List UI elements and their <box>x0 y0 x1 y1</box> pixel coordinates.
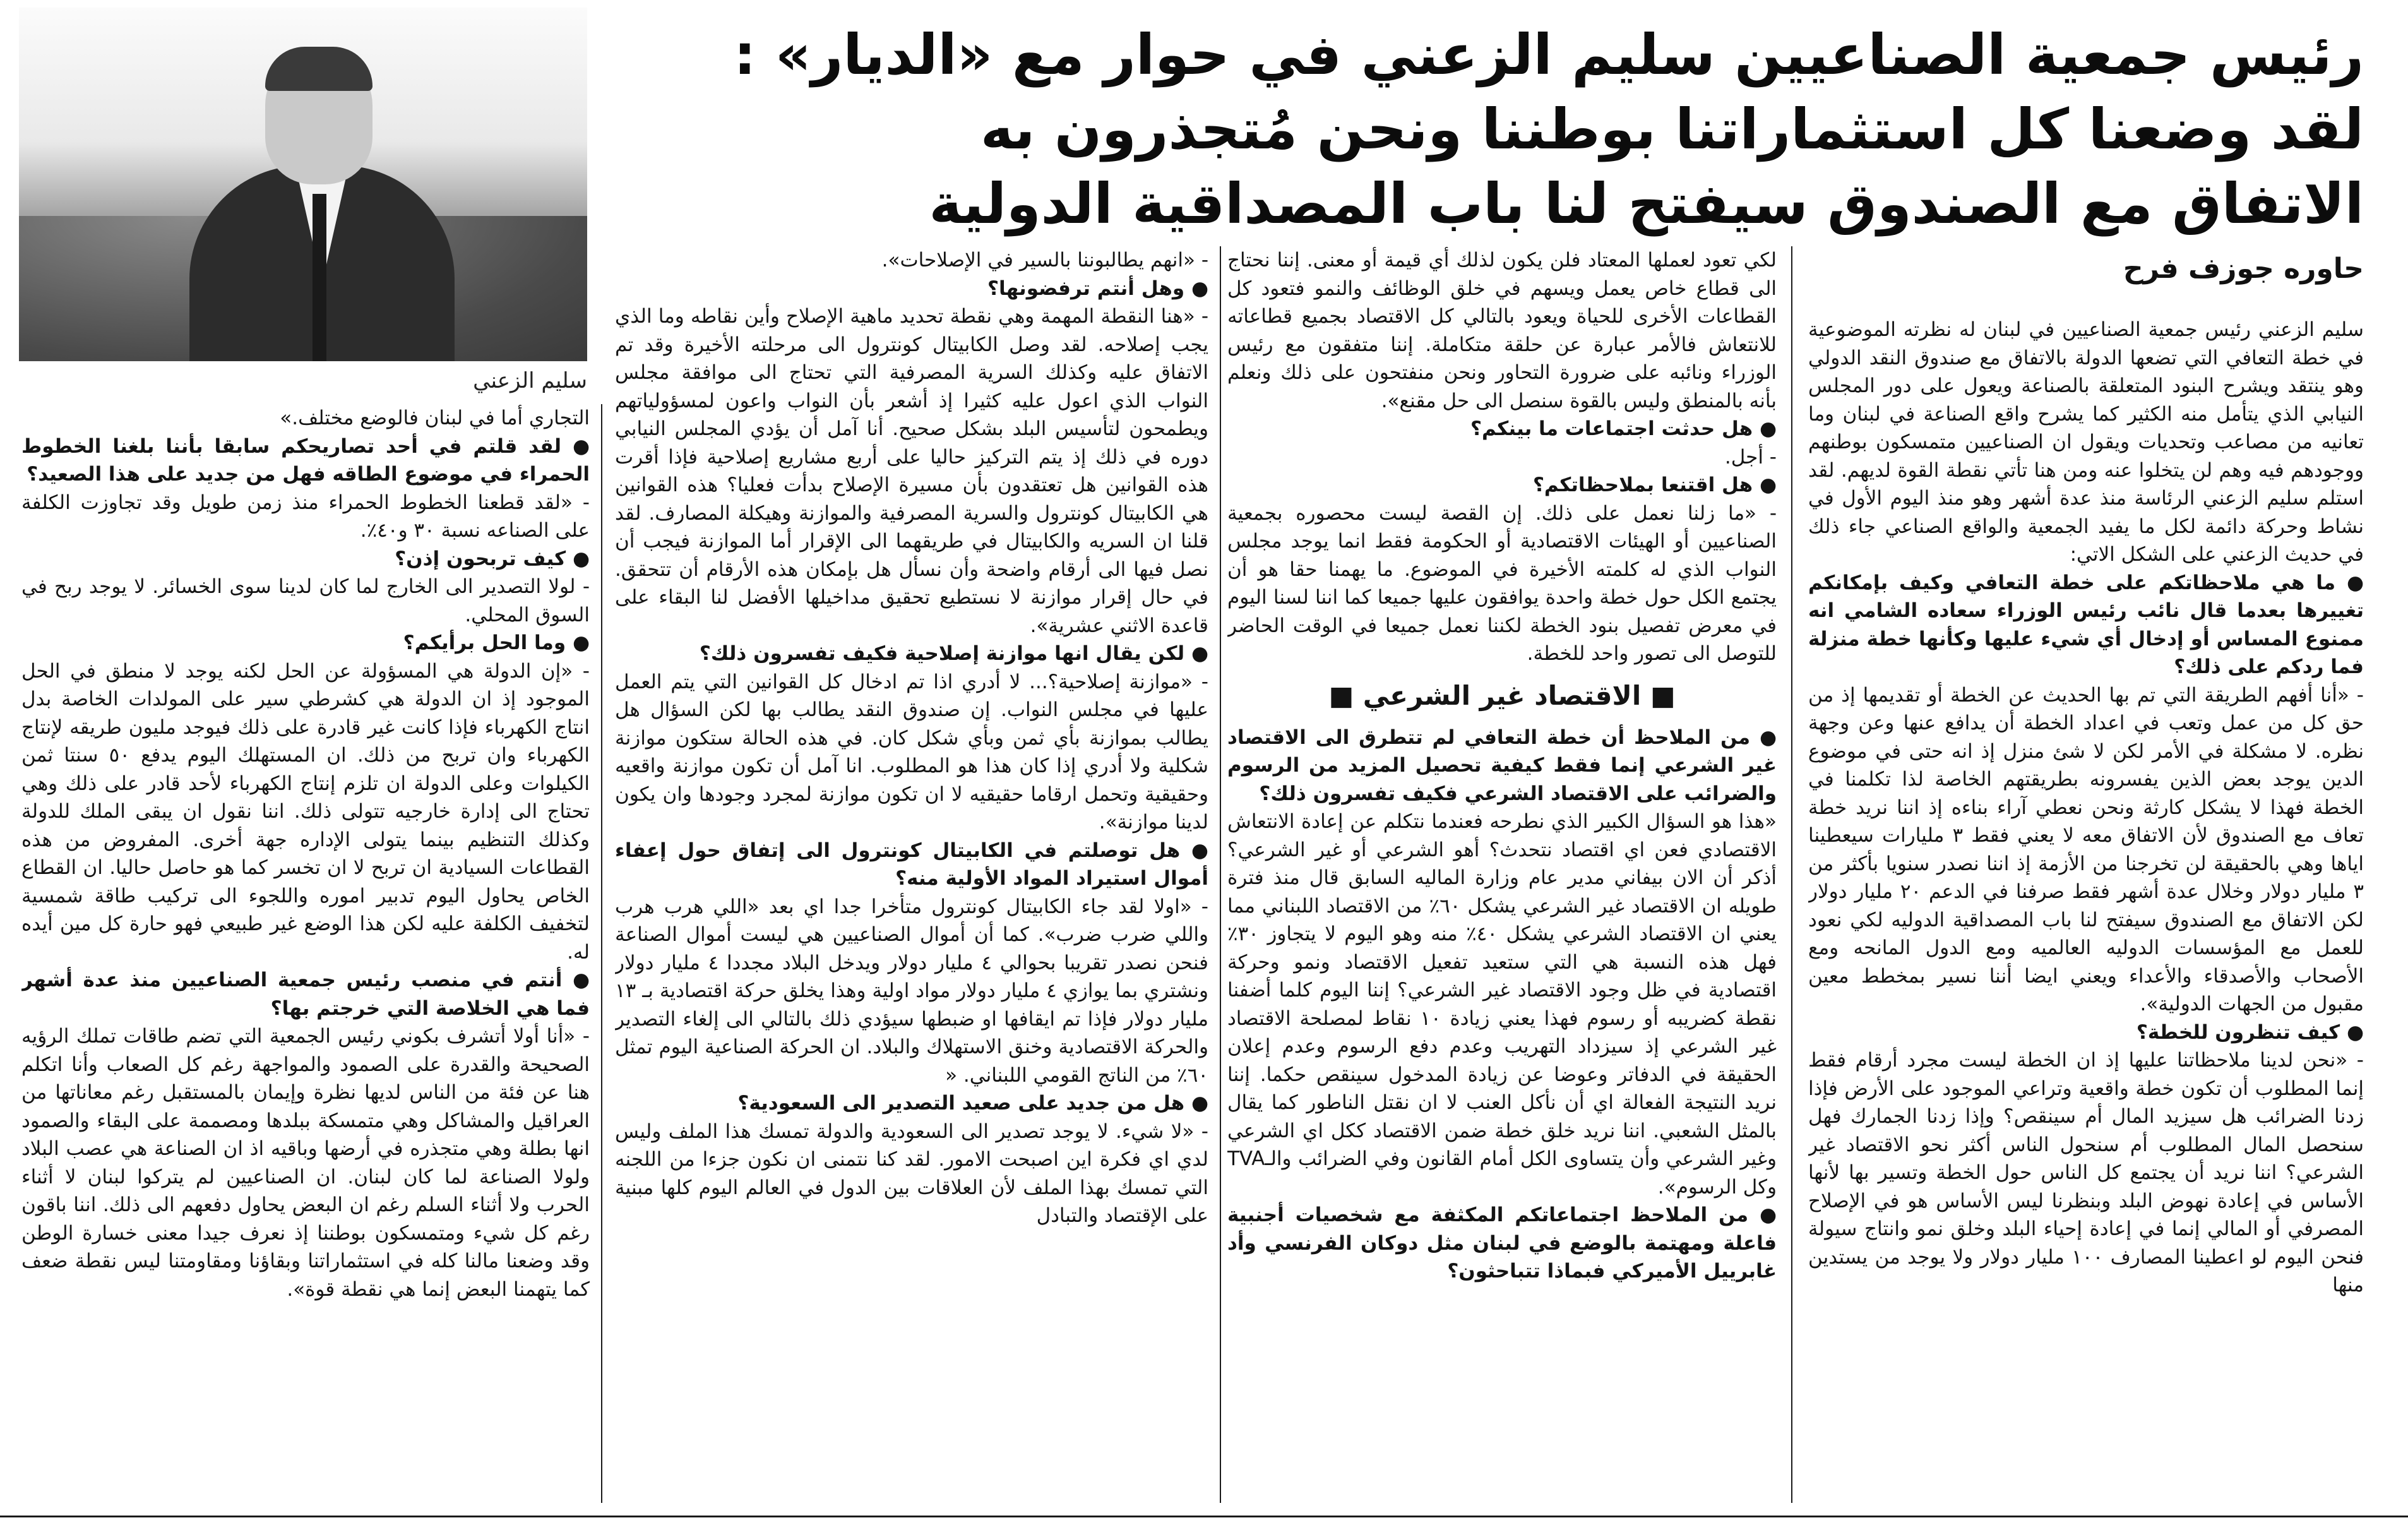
answer: - «نحن لدينا ملاحظاتنا عليها إذ ان الخطة ليست مجرد أرقام فقط إنما المطلوب أن تكون خطة واقعية وتراعي الموجود على الأرض فإذا زدنا الضرائب هل سيزيد المال أم سينقص؟ وإذا زدنا الجمارك فهل سنحصل المال المطلوب أم سنحول الناس أكثر نحو الاقتصاد غير الشرعي؟ اننا نريد أن يجتمع كل الناس حول الخطة وتسير بها لأنها الأساس في إعادة نهوض البلد وبنظرنا ليس الأساس هو في الإصلاح المصرفي أو المالي إنما في إعادة إحياء البلد وخلق نمو وانتاج سيولة فنحن اليوم لو اعطينا المصارف ١٠٠ مليار دولار ولا يوجد من يستدين منها <box>1808 1049 2364 1296</box>
article-column-4 <box>21 404 590 1503</box>
portrait-photo <box>19 8 587 361</box>
answer: - «لا شيء. لا يوجد تصدير الى السعودية والدولة تمسك هذا الملف وليس لدي اي فكرة اين اصبحت الامور. لقد كنا نتمنى ان نكون جزءا من اللجنه التي تمسك بهذا الملف لأن العلاقات بين الدول في العالم اليوم كلها مبنية على الإقتصاد والتبادل <box>615 1120 1208 1227</box>
answer: - «أنا أفهم الطريقة التي تم بها الحديث عن الخطة أو تقديمها إذ من حق كل من عمل وتعب في اعداد الخطة أن يدافع عنها وعن وجهة نظره. لا مشكلة في الأمر لكن لا شئ منزل إذ انه حتى في موضوع الدين يوجد بعض الذين يفسرونه بطريقتهم الخاصة لذا تكلمنا في الخطة فهذا لا يشكل كارثة ونحن نعطي آراء بناءه إذ اننا نريد خطة تعاف مع الصندوق لأن الاتفاق معه لا يعني فقط ٣ مليارات سيعطينا اياها وهي بالحقيقة لن تخرجنا من الأزمة إذ اننا نصدر سنويا بأكثر من ٣ مليار دولار وخلال عدة أشهر فقط صرفنا في الدعم ٢٠ مليار دولار لكن الاتفاق مع الصندوق سيفتح لنا باب المصداقية الدوليه لكي نعود للعمل مع المؤسسات الدوليه العالميه ومع الدول المانحه ومع الأصحاب والأصدقاء والأعداء ويعني ايضا أننا نسير بمخطط معين مقبول من الجهات الدولية». <box>1808 683 2364 1015</box>
headline-line-2: لقد وضعنا كل استثماراتنا بوطننا ونحن مُتجذرون به <box>980 97 2364 162</box>
answer: - لولا التصدير الى الخارج لما كان لدينا سوى الخسائر. لا يوجد ربح في السوق المحلي. <box>21 575 590 626</box>
article-column-3 <box>615 246 1208 1503</box>
answer: - «لقد قطعنا الخطوط الحمراء منذ زمن طويل وقد تجاوزت الكلفة على الصناعه نسبة ٣٠ و٤٠٪. <box>21 491 590 542</box>
photo-caption: سليم الزعني <box>473 368 587 393</box>
intro-paragraph: سليم الزعني رئيس جمعية الصناعيين في لبنان له نظرته الموضوعية في خطة التعافي التي تضعها الدولة بالاتفاق مع صندوق النقد الدولي وهو ينتقد ويشرح البنود المتعلقة بالصناعة ويعول على دور المجلس النيابي الذي يتأمل منه الكثير كما يشرح واقع الصناعة في لبنان وما تعانيه من مصاعب وتحديات ويقول ان الصناعيين متمسكون بوطنهم ووجودهم فيه وهم لن يتخلوا عنه ومن هنا تأتي نقطة القوة لديهم. لقد استلم سليم الزعني الرئاسة منذ عدة أشهر وهو منذ اليوم الأول في نشاط وحركة دائمة لكل ما يفيد الجمعية والواقع الصناعي جاء ذلك في حديث الزعني على الشكل الاتي: <box>1808 318 2364 566</box>
answer: - «انهم يطالبوننا بالسير في الإصلاحات». <box>881 249 1208 272</box>
question: ● أنتم في منصب رئيس جمعية الصناعيين منذ عدة أشهر فما هي الخلاصة التي خرجتم بها؟ <box>21 969 590 1020</box>
bottom-rule <box>0 1516 2408 1517</box>
question: ● من الملاحظ أن خطة التعافي لم تتطرق الى الاقتصاد غير الشرعي إنما فقط كيفية تحصيل المزيد من الرسوم والضرائب على الاقتصاد الشرعي فكيف تفسرون ذلك؟ <box>1227 726 1777 805</box>
answer: - أجل. <box>1724 445 1777 469</box>
question: ● هل من جديد على صعيد التصدير الى السعودية؟ <box>737 1092 1208 1115</box>
headline <box>545 18 2364 241</box>
paragraph: التجاري أما في لبنان فالوضع مختلف.» <box>280 407 590 429</box>
section-subheading: ■ الاقتصاد غير الشرعي ■ <box>1328 679 1676 711</box>
byline: حاوره جوزف فرح <box>2123 253 2364 285</box>
question: ● هل توصلتم في الكابيتال كونترول الى إتفاق حول إعفاء أموال استيراد المواد الأولية منه؟ <box>615 839 1208 890</box>
column-divider <box>1791 246 1792 1503</box>
answer: - «إن الدولة هي المسؤولة عن الحل لكنه يوجد لا منطق في الحل الموجود إذ ان الدولة هي كشرطي سير على المولدات الخاصة بدل انتاج الكهرباء فإذا كانت غير قادرة على ذلك فيوجد مليون طريقه لإنتاج الكهرباء وان تربح من ذلك. ان المستهلك اليوم يدفع ٥٠ سنتا ثمن الكيلوات وعلى الدولة ان تلزم إنتاج الكهرباء لأحد قادر على ذلك وهي تحتاج الى إدارة خارجيه تتولى ذلك. اننا نقول ان يبقى الملك للدولة وكذلك التنظيم بينما يتولى الإداره جهة أخرى. المفروض من هذه القطاعات السيادية ان تربح لا ان تخسر كما هو حاصل حاليا. ان القطاع الخاص يحاول اليوم تدبير اموره واللجوء الى تركيب طاقة شمسية لتخفيف الكلفة عليه لكن هذا الوضع غير طبيعي فهو حارة كل مين أيده له. <box>21 659 590 964</box>
article-column-2 <box>1227 246 1777 1503</box>
question: ● ما هي ملاحظاتكم على خطة التعافي وكيف بإمكانكم تغييرها بعدما قال نائب رئيس الوزراء سعاده الشامي انه ممنوع المساس أو إدخال أي شيء عليها وكأنها خطة منزلة فما ردكم على ذلك؟ <box>1808 571 2364 678</box>
question: ● هل حدثت اجتماعات ما بينكم؟ <box>1470 417 1777 440</box>
photo-person-hair <box>265 47 373 91</box>
paragraph: لكي تعود لعملها المعتاد فلن يكون لذلك أي قيمة أو معنى. إننا نحتاج الى قطاع خاص يعمل ويسهم في خلق الوظائف والنمو فتعود كل القطاعات الأخرى للحياة ويعود بالتالي كل الاقتصاد بجميع قطاعاته للانتعاش فالأمر عبارة عن حلقة متكاملة. إننا متفقون مع رئيس الوزراء ونائبه على ضرورة التحاور ونحن منفتحون على ذلك ونعلم بأنه بالمنطق وليس بالقوة سنصل الى حل مقنع». <box>1227 249 1777 412</box>
answer: - «هنا النقطة المهمة وهي نقطة تحديد ماهية الإصلاح وأين نقاطه وما الذي يجب إصلاحه. لقد وصل الكابيتال كونترول الى مرحلته الأخيرة وقد تم الاتفاق عليه وكذلك السرية المصرفية التي تحتاج الى موافقة مجلس النواب الذي اعول عليه كثيرا إذ أشعر بأن النواب واعون لمسؤولياتهم ويطمحون لتأسيس البلد بشكل صحيح. أنا آمل أن يؤدي المجلس النيابي دوره في ذلك إذ يتم التركيز حاليا على أربع مشاريع إصلاحية فإذا أقرت هذه القوانين هل تعتقدون بأن مسيرة الإصلاح بدأت فعليا؟ هذه القوانين هي الكابيتال كونترول والسرية المصرفية والموازنة وهيكلة المصارف. لقد قلنا ان السريه والكابيتال في طريقهما الى الإقرار أما الموازنة فيجب أن نصل فيها الى أرقام واضحة وأن نسأل هل بإمكان هذه الأرقام أن تتحقق. في حال إقرار موازنة لا نستطيع تحقيق مداخيلها الأفضل لنا البقاء على قاعدة الاثني عشرية». <box>615 305 1208 637</box>
answer: - «أنا أولا أتشرف بكوني رئيس الجمعية التي تضم طاقات تملك الرؤيه الصحيحة والقدرة على الصمود والمواجهة رغم كل الصعاب وأنا اتكلم هنا عن فئة من الناس لديها نظرة وإيمان بالمستقبل رغم معاناتها من العراقيل والمشاكل وهي متمسكة ببلدها ومصممة على البقاء والصمود انها بطلة وهي متجذره في أرضها وباقيه اذ ان الصناعة هي عصب البلاد ولولا الصناعة لما كان لبنان. ان الصناعيين لم يتركوا لبنان لا أثناء الحرب ولا أثناء السلم رغم ان البعض يحاول دفعهم الى ذلك. اننا باقون رغم كل شيء ومتمسكون بوطننا إذ نعرف جيدا معنى خسارة الوطن وقد وضعنا مالنا كله في استثماراتنا وبقاؤنا ومقاومتنا ليس نقطة ضعف كما يتهمنا البعض إنما هي نقطة قوة». <box>21 1025 590 1301</box>
column-divider <box>601 404 602 1503</box>
answer: - «موازنة إصلاحية؟... لا أدري اذا تم ادخال كل القوانين التي يتم العمل عليها في مجلس النواب. إن صندوق النقد يطالب بها لكن السؤال هل يطالب بموازنة بأي ثمن وبأي شكل كان. في هذه الحالة ستكون موازنة شكلية ولا أدري إذا كان هذا هو المطلوب. انا آمل أن تكون موازنة واقعيه وحقيقية وتحمل ارقاما حقيقيه لا ان تكون موازنة لمجرد وجودها وان يكون لدينا موازنة». <box>615 670 1208 834</box>
headline-line-3: الاتفاق مع الصندوق سيفتح لنا باب المصداقية الدولية <box>929 171 2364 236</box>
question: ● لقد قلتم في أحد تصاريحكم سابقا بأننا بلغنا الخطوط الحمراء في موضوع الطاقه فهل من جديد على هذا الصعيد؟ <box>21 434 590 486</box>
column-divider <box>1220 246 1221 1503</box>
question: ● كيف تربحون إذن؟ <box>395 547 590 570</box>
question: ● وهل أنتم ترفضونها؟ <box>987 277 1208 300</box>
answer: - «اولا لقد جاء الكابيتال كونترول متأخرا جدا اي بعد «اللي هرب هرب واللي ضرب ضرب». كما أن أموال الصناعيين هي ليست أموال الصناعة فنحن نصدر تقريبا بحوالي ٤ مليار دولار ويدخل البلاد مجددا ٤ مليار دولار ونشتري بما يوازي ٤ مليار دولار مواد اولية وهذا يخلق حركة اقتصادية بـ ١٣ مليار دولار فإذا تم ايقافها او ضبطها سيؤدي ذلك بالتالي الى إلغاء التصدير والحركة الاقتصادية وخنق الاستهلاك والبلاد. ان الحركة الصناعية اليوم تمثل ٦٠٪ من الناتج القومي اللبناني. « <box>615 895 1208 1087</box>
answer: «هذا هو السؤال الكبير الذي نطرحه فعندما نتكلم عن إعادة الانتعاش الاقتصادي فعن اي اقتصاد نتحدث؟ أهو الشرعي أو غير الشرعي؟ أذكر أن الان بيفاني مدير عام وزارة الماليه السابق قال منذ فترة طويله ان الاقتصاد غير الشرعي يشكل ٦٠٪ من الاقتصاد اللبناني مما يعني ان الاقتصاد الشرعي يشكل ٤٠٪ منه وهو اليوم لا يتجاوز ٣٠٪ فهل هذه النسبة هي التي ستعيد تفعيل الاقتصاد ونمو وحركة اقتصادية في ظل وجود الاقتصاد غير الشرعي؟ إننا اليوم كلما أضفنا نقطة كضريبه أو رسوم فهذا يعني زيادة ١٠ نقاط لمصلحة الاقتصاد غير الشرعي إذ سيزداد التهريب وعدم دفع الرسوم وعدم إعلان الحقيقة في الدفاتر وعوضا عن زيادة المدخول سينقص حكما. إننا نريد النتيجة الفعالة اي أن نأكل العنب لا ان نقتل الناطور كما يقال بالمثل الشعبي. اننا نريد خلق خطة ضمن الاقتصاد ككل اي الشرعي وغير الشرعي وأن يتساوى الكل أمام القانون وفي الضرائب والـTVA وكل الرسوم». <box>1227 810 1777 1199</box>
microphone-icon <box>313 194 326 361</box>
article-column-1 <box>1808 316 2364 1503</box>
question: ● وما الحل برأيكم؟ <box>403 631 590 654</box>
answer: - «ما زلنا نعمل على ذلك. إن القصة ليست محصوره بجمعية الصناعيين أو الهيئات الاقتصادية أو الحكومة فقط انما يوجد مجلس النواب الذي له كلمته الأخيرة في الموضوع. ما يهمنا حقا هو أن يجتمع الكل حول خطة واحدة يوافقون عليها جميعا كما اننا لسنا اليوم في معرض تفصيل بنود الخطة لكننا نعمل جميعا في الوقت الحاضر للتوصل الى تصور واحد للخطة. <box>1227 501 1777 665</box>
question: ● كيف تنظرون للخطة؟ <box>2136 1020 2364 1044</box>
headline-line-1: رئيس جمعية الصناعيين سليم الزعني في حوار مع «الديار» : <box>734 22 2364 87</box>
question: ● لكن يقال انها موازنة إصلاحية فكيف تفسرون ذلك؟ <box>699 642 1208 665</box>
question: ● من الملاحظ اجتماعاتكم المكثفة مع شخصيات أجنبية فاعلة ومهتمة بالوضع في لبنان مثل دوكان الفرنسي وأد غابرييل الأميركي فبماذا تتباحثون؟ <box>1227 1204 1777 1283</box>
question: ● هل اقتنعا بملاحظاتكم؟ <box>1532 474 1777 496</box>
